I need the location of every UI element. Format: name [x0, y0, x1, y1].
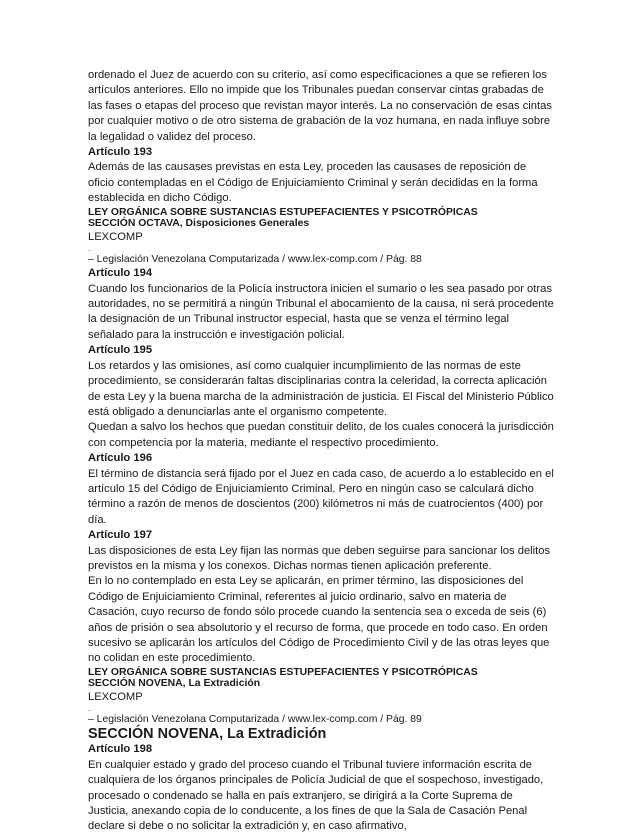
article-194-title: Artículo 194	[88, 267, 153, 280]
source-label: LEXCOMP	[88, 230, 143, 243]
article-198-text: En cualquier estado y grado del proceso cuando el Tribunal tuviere información escrita de cualquiera de los órganos principales de Policía Judicial de que el sospechoso, investigado, procesado o condenado se halla en país extranjero, se dirigirá a la Corte Suprema de Justicia, anexando copia de lo conducente, a los fines de que la Sala de Casación Penal declare si debe o no solicitar la extradición y, en caso afirmativo,	[88, 758, 544, 833]
page-footer-2: – Legislación Venezolana Computarizada / www.lex-comp.com / Pág. 89	[88, 714, 422, 726]
article-196-title: Artículo 196	[88, 452, 153, 465]
section-heading: SECCIÓN NOVENA, La Extradición	[88, 726, 327, 743]
document-page	[88, 68, 554, 835]
article-195-title: Artículo 195	[88, 344, 153, 357]
article-197-text-2: En lo no contemplado en esta Ley se aplicarán, en primer término, las disposiciones del Código de Enjuiciamiento Criminal, referentes al juicio ordinario, salvo en materia de Casación, cuyo recurso de fondo sólo procede cuando la sentencia sea o exceda de seis (6) años de prisión o sea absolutorio y el recurso de forma, que procede en todo caso. En orden sucesivo se aplicarán los artículos del Código de Procedimiento Civil y de las otras leyes que no colidan en este procedimiento.	[88, 575, 550, 665]
running-header-section-2: SECCIÓN NOVENA, La Extradición	[88, 678, 261, 690]
article-195-text: Los retardos y las omisiones, así como cualquier incumplimiento de las normas de este procedimiento, se considerarán faltas disciplinarias contra la celeridad, la correcta aplicación de esta Ley y la buena marcha de la administración de justicia. El Fiscal del Ministerio Público está obligado a denunciarlas ante el organismo competente.	[88, 359, 554, 418]
article-195-text-2: Quedan a salvo los hechos que puedan constituir delito, de los cuales conocerá la jurisdicción con competencia por la materia, mediante el respectivo procedimiento.	[88, 421, 554, 449]
page-footer: – Legislación Venezolana Computarizada / www.lex-comp.com / Pág. 88	[88, 254, 422, 266]
article-197-text: Las disposiciones de esta Ley fijan las normas que deben seguirse para sancionar los delitos previstos en la misma y los conexos. Dichas normas tienen aplicación preferente.	[88, 544, 551, 572]
running-header-law-2: LEY ORGÁNICA SOBRE SUSTANCIAS ESTUPEFACIENTES Y PSICOTRÓPICAS	[88, 666, 478, 678]
running-header-law: LEY ORGÁNICA SOBRE SUSTANCIAS ESTUPEFACIENTES Y PSICOTRÓPICAS	[88, 206, 478, 218]
article-193-text: Además de las causases previstas en esta Ley, proceden las causases de reposición de oficio contempladas en el Código de Enjuiciamiento Criminal y serán decididas en la forma establecida en dicho Código.	[88, 161, 538, 205]
article-197-title: Artículo 197	[88, 529, 153, 542]
article-193-title: Artículo 193	[88, 146, 153, 159]
article-196-text: El término de distancia será fijado por el Juez en cada caso, de acuerdo a lo establecido en el artículo 15 del Código de Enjuiciamiento Criminal. Pero en ningún caso se calculará dicho término a razón de menos de doscientos (200) kilómetros ni más de cuatrocientos (400) por día.	[88, 467, 554, 526]
link-mark: _	[88, 245, 92, 252]
link-mark-2: _	[88, 705, 92, 712]
source-label-2: LEXCOMP	[88, 691, 143, 703]
paragraph-continuation: ordenado el Juez de acuerdo con su criterio, así como especificaciones a que se refieren los artículos anteriores. Ello no impide que los Tribunales puedan conservar cintas grabadas de las fases o etapas del proceso que revistan mayor interés. La no conservación de esas cintas por cualquier motivo o de otro sistema de grabación de la voz humana, en nada influye sobre la legalidad o validez del proceso.	[88, 69, 552, 143]
article-198-title: Artículo 198	[88, 743, 153, 756]
article-194-text: Cuando los funcionarios de la Policía instructora inicien el sumario o les sea pasado por otras autoridades, no se permitirá a ningún Tribunal el abocamiento de la causa, ni será procedente la designación de un Tribunal instructor especial, hasta que se venza el término legal señalado para la instrucción e investigación policial.	[88, 282, 554, 341]
running-header-section: SECCIÓN OCTAVA, Disposiciones Generales	[88, 218, 310, 230]
